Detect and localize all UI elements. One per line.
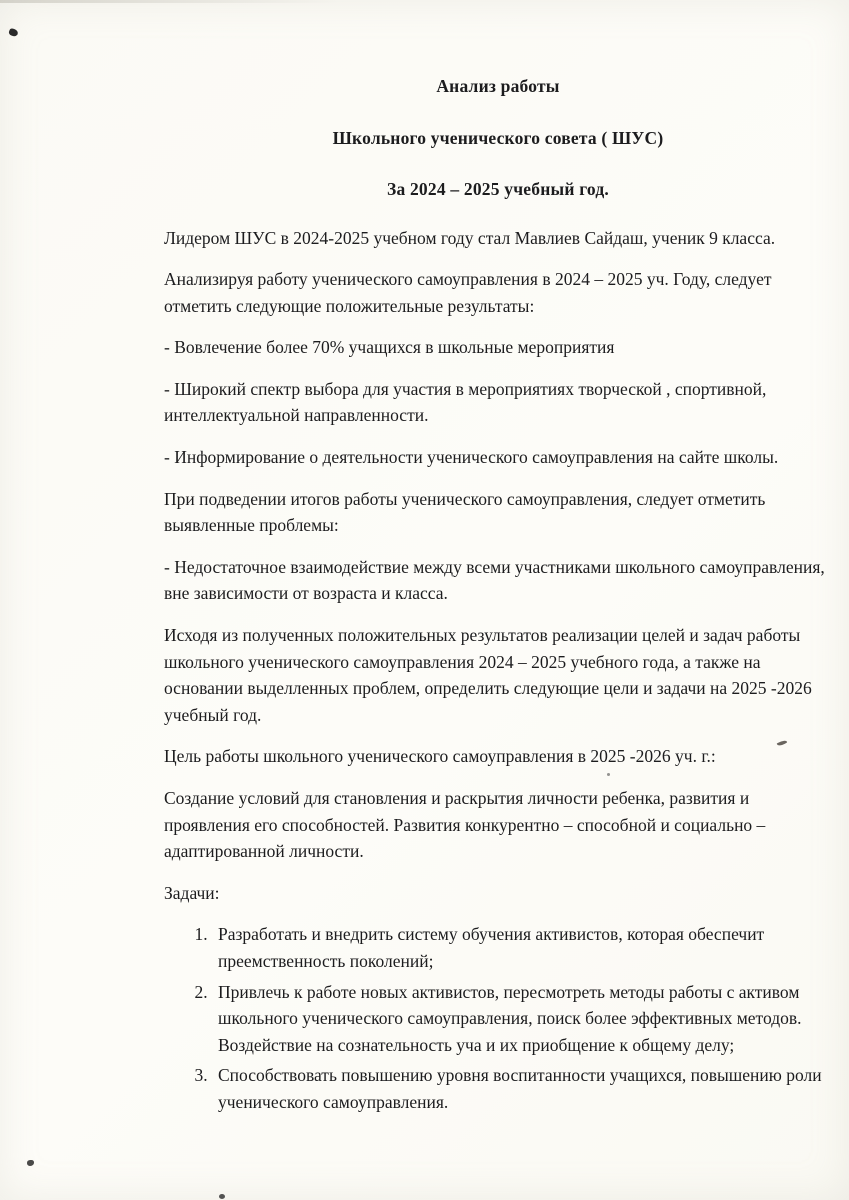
paragraph-analysis-intro: Анализируя работу ученического самоуправления в 2024 – 2025 уч. Году, следует отметить следующие положительные результаты: bbox=[164, 269, 772, 316]
title-line-3: За 2024 – 2025 учебный год. bbox=[387, 179, 609, 199]
paragraph-leader: Лидером ШУС в 2024-2025 учебном году стал Мавлиев Сайдаш, ученик 9 класса. bbox=[164, 227, 776, 248]
paragraph-goal-heading: Цель работы школьного ученического самоуправления в 2025 -2026 уч. г.: bbox=[164, 746, 716, 767]
task-item-3: 3. Способствовать повышению уровня воспитанности учащихся, повышению роли ученического самоуправления. bbox=[212, 1062, 832, 1115]
title-line-1: Анализ работы bbox=[436, 76, 560, 96]
scan-artifact-top-left bbox=[8, 28, 19, 38]
scan-edge-shadow bbox=[0, 0, 849, 3]
paragraph-problems-intro: При подведении итогов работы ученического самоуправления, следует отметить выявленные проблемы: bbox=[164, 488, 766, 536]
paragraph-goals-basis: Исходя из полученных положительных результатов реализации целей и задач работы школьного ученического самоуправления 2024 – 2025 учебного года, а также на основании выделленных проблем, определить следующие цели и задачи на 2025 -2026 учебный год. bbox=[164, 625, 812, 725]
paragraph-result-involvement: - Вовлечение более 70% учащихся в школьные мероприятия bbox=[164, 337, 615, 358]
paragraph-tasks-label: Задачи: bbox=[164, 882, 220, 903]
document-title bbox=[164, 78, 832, 199]
paragraph-result-spectrum: - Широкий спектр выбора для участия в мероприятиях творческой , спортивной, интеллектуальной направленности. bbox=[164, 378, 767, 426]
title-line-2: Школьного ученического совета ( ШУС) bbox=[332, 127, 664, 148]
paragraph-result-informing: - Информирование о деятельности ученического самоуправления на сайте школы. bbox=[164, 447, 779, 468]
paragraph-problem-interaction: - Недостаточное взаимодействие между всеми участниками школьного самоуправления, вне зависимости от возраста и класса. bbox=[164, 556, 825, 604]
scan-artifact-bottom-left bbox=[27, 1160, 34, 1166]
tasks-list bbox=[164, 921, 832, 1115]
scan-artifact-bottom-center bbox=[219, 1194, 225, 1199]
task-item-2: 2. Привлечь к работе новых активистов, пересмотреть методы работы с активом школьного ученического самоуправления, поиск более эффективных методов. Воздействие на сознательность уча и их приобщение к общему делу; bbox=[212, 979, 832, 1059]
document-content bbox=[164, 78, 832, 1120]
task-item-1: 1. Разработать и внедрить систему обучения активистов, которая обеспечит преемственность поколений; bbox=[212, 921, 832, 974]
paragraph-goal-text: Создание условий для становления и раскрытия личности ребенка, развития и проявления его способностей. Развития конкурентно – способной и социально – адаптированной личности. bbox=[164, 788, 766, 862]
